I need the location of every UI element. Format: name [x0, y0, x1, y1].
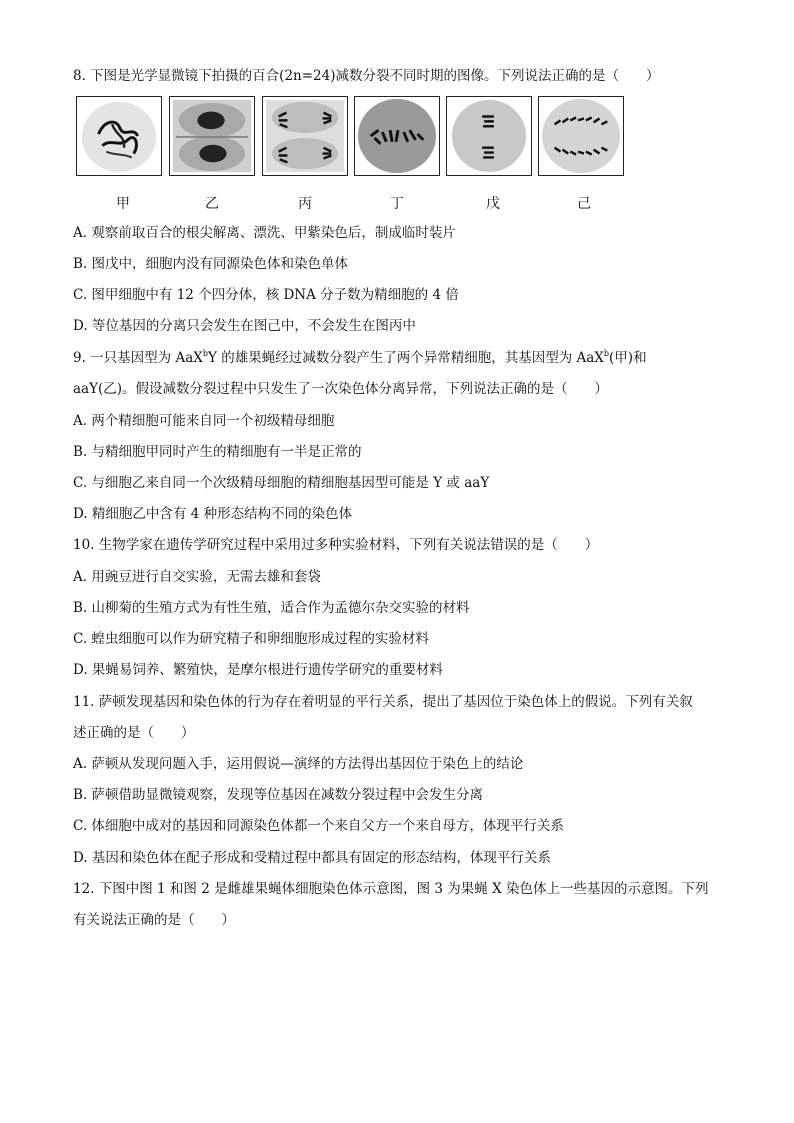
q11-option-d: D. 基因和染色体在配子形成和受精过程中都具有固定的形态结构，体现平行关系	[73, 850, 551, 866]
q10-option-b: B. 山柳菊的生殖方式为有性生殖，适合作为孟德尔杂交实验的材料	[73, 600, 470, 616]
caption-bing: 丙	[298, 196, 312, 212]
q9-stem-line1: 9. 一只基因型为 AaX$^b$Y 的雄果蝇经过减数分裂产生了两个异常精细胞，其基因型为 AaX$^b$(甲)和	[73, 349, 647, 366]
micrograph-ding	[354, 96, 440, 176]
q8-option-c: C. 图甲细胞中有 12 个四分体，核 DNA 分子数为精细胞的 4 倍	[73, 287, 459, 303]
q8-micrograph-row	[76, 96, 586, 178]
q10-stem: 10. 生物学家在遗传学研究过程中采用过多种实验材料，下列有关说法错误的是（ ）	[73, 537, 599, 553]
caption-ji: 己	[577, 196, 591, 212]
micrograph-wu	[446, 96, 532, 176]
q11-option-b: B. 萨顿借助显微镜观察，发现等位基因在减数分裂过程中会发生分离	[73, 787, 484, 803]
micrograph-ji	[538, 96, 624, 176]
q10-option-d: D. 果蝇易饲养、繁殖快，是摩尔根进行遗传学研究的重要材料	[73, 662, 443, 678]
micrograph-bing	[262, 96, 348, 176]
q8-option-d: D. 等位基因的分离只会发生在图己中，不会发生在图丙中	[73, 318, 416, 334]
caption-wu: 戊	[486, 196, 500, 212]
q10-option-a: A. 用豌豆进行自交实验，无需去雄和套袋	[73, 569, 321, 585]
q12-stem-line2: 有关说法正确的是（ ）	[73, 912, 235, 928]
q8-stem: 8. 下图是光学显微镜下拍摄的百合(2n=24)减数分裂不同时期的图像。下列说法正确的是（ ）	[73, 68, 660, 84]
q12-stem-line1: 12. 下图中图 1 和图 2 是雌雄果蝇体细胞染色体示意图，图 3 为果蝇 X 染色体上一些基因的示意图。下列	[73, 881, 709, 897]
q11-option-c: C. 体细胞中成对的基因和同源染色体都一个来自父方一个来自母方，体现平行关系	[73, 818, 564, 834]
q9-option-a: A. 两个精细胞可能来自同一个初级精母细胞	[73, 413, 335, 429]
micrograph-jia	[76, 96, 162, 176]
q11-stem-line2: 述正确的是（ ）	[73, 725, 195, 741]
caption-ding: 丁	[390, 196, 404, 212]
q11-stem-line1: 11. 萨顿发现基因和染色体的行为存在着明显的平行关系，提出了基因位于染色体上的假说。下列有关叙	[73, 694, 693, 710]
q8-option-b: B. 图戊中，细胞内没有同源染色体和染色单体	[73, 256, 349, 272]
q10-option-c: C. 蝗虫细胞可以作为研究精子和卵细胞形成过程的实验材料	[73, 631, 429, 647]
caption-jia: 甲	[116, 196, 130, 212]
q9-option-d: D. 精细胞乙中含有 4 种形态结构不同的染色体	[73, 506, 353, 522]
q11-option-a: A. 萨顿从发现问题入手，运用假说—演绎的方法得出基因位于染色上的结论	[73, 756, 524, 772]
q9-option-b: B. 与精细胞甲同时产生的精细胞有一半是正常的	[73, 444, 362, 460]
micrograph-yi	[169, 96, 255, 176]
caption-yi: 乙	[205, 196, 219, 212]
q8-option-a: A. 观察前取百合的根尖解离、漂洗、甲紫染色后，制成临时装片	[73, 225, 456, 241]
q9-stem-line2: aaY(乙)。假设减数分裂过程中只发生了一次染色体分离异常，下列说法正确的是（ ）	[73, 381, 609, 397]
q9-option-c: C. 与细胞乙来自同一个次级精母细胞的精细胞基因型可能是 Y 或 aaY	[73, 475, 490, 491]
